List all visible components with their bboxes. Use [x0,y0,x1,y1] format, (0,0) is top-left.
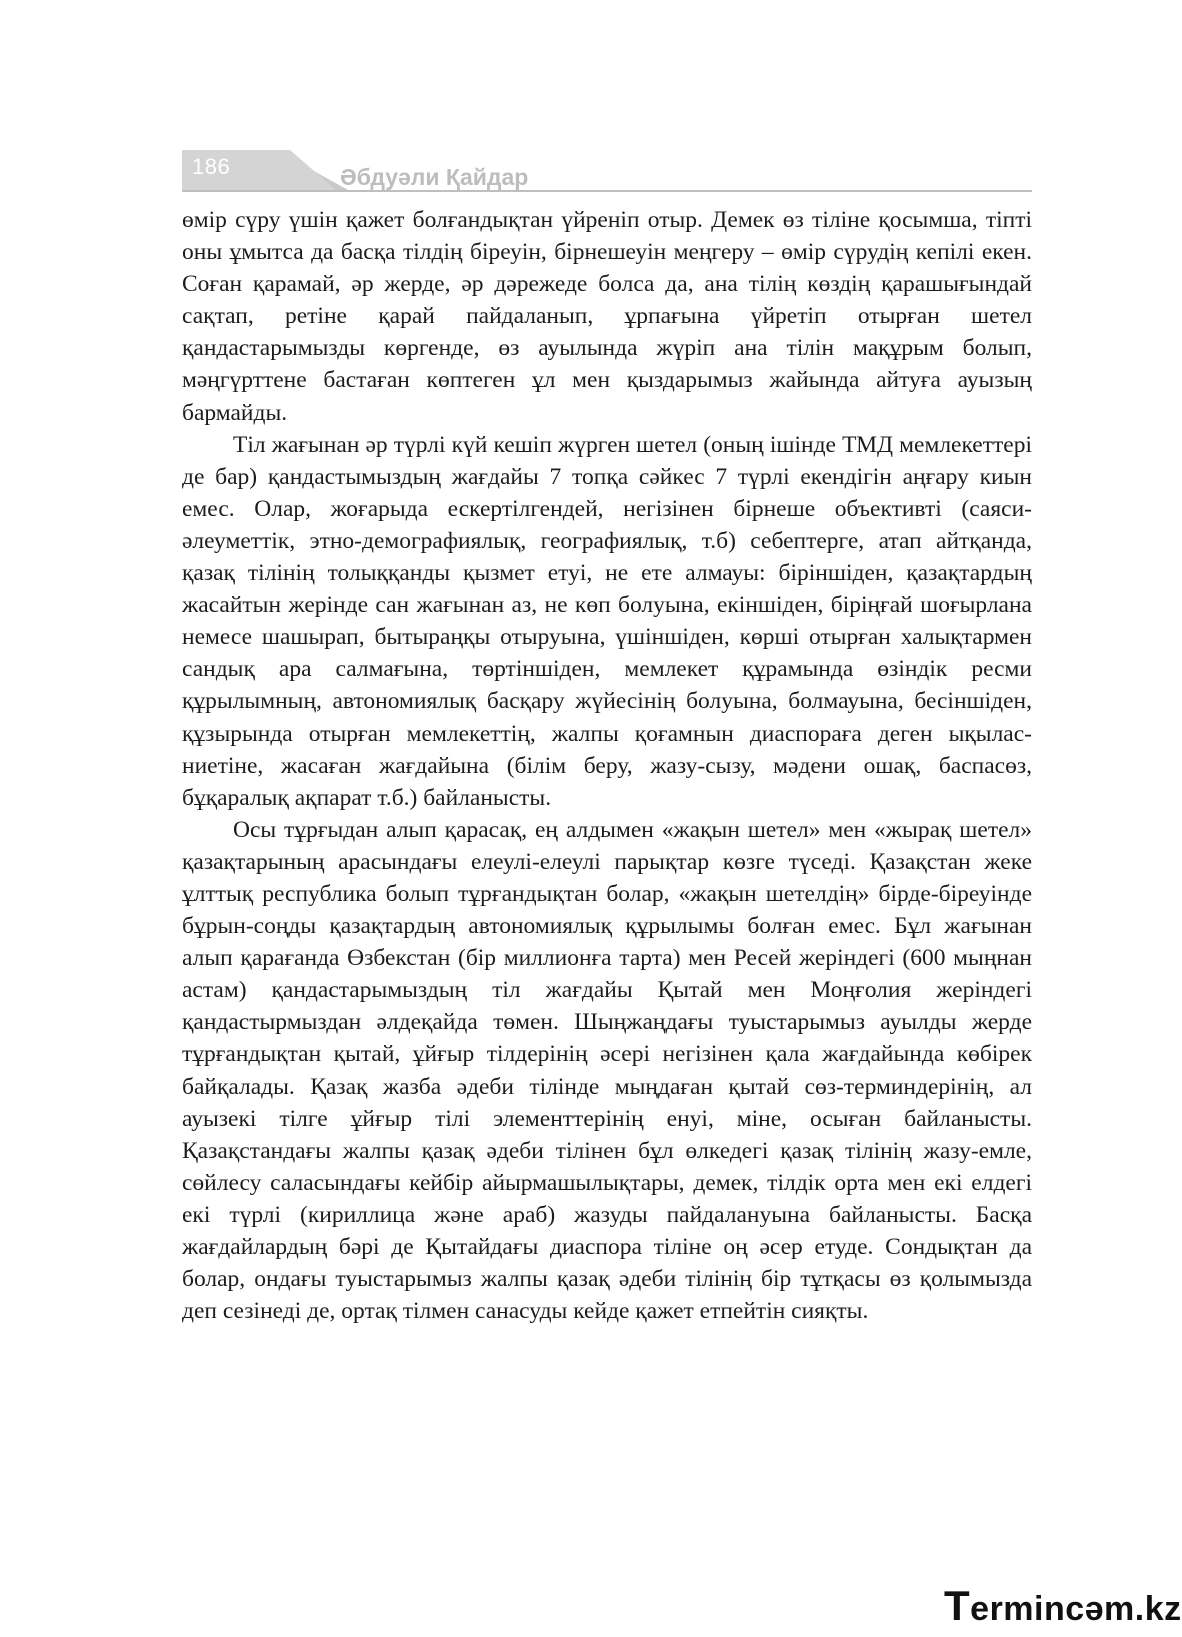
page-number: 186 [192,154,231,179]
author-name: Әбдуәли Қайдар [340,164,529,190]
watermark-text: ermincәm.kz [970,1590,1182,1628]
header-rule [182,190,1032,192]
body-text [182,204,1032,1327]
paragraph-1: өмір сүру үшін қажет болғандықтан үйреніп отыр. Демек өз тіліне қосымша, тіпті оны ұмытса да басқа тілдің біреуін, бірнешеуін меңгеру – өмір сүрудің кепілі екен. Соған қарамай, әр жерде, әр дәрежеде болса да, ана тілің көздің қарашығындай сақтап, ретіне қарай пайдаланып, ұрпағына үйретіп отырған шетел қандастарымызды көргенде, өз ауылында жүріп ана тілін мақұрым болып, мәңгүрттене бастаған көптеген ұл мен қыздарымыз жайында айтуға ауызың бармайды. [182,207,1032,426]
page-number-tab [182,150,276,190]
watermark-initial: T [944,1582,971,1629]
paragraph-3: Осы тұрғыдан алып қарасақ, ең алдымен «жақын шетел» мен «жырақ шетел» қазақтарының арасындағы елеулі-елеулі парықтар көзге түседі. Қазақстан жеке ұлттық республика болып тұрғандықтан болар, «жақын шетелдің» бірде-біреуінде бұрын-соңды қазақтардың автономиялық құрылымы болған емес. Бұл жағынан алып қарағанда Өзбекстан (бір миллионға тарта) мен Ресей жеріндегі (600 мыңнан астам) қандастарымыздың тіл жағдайы Қытай мен Моңғолия жеріндегі қандастырмыздан әлдеқайда төмен. Шыңжаңдағы туыстарымыз ауылды жерде тұрғандықтан қытай, ұйғыр тілдерінің әсері негізінен қала жағдайында көбірек байқалады. Қазақ жазба әдеби тілінде мыңдаған қытай сөз-терминдерінің, ал ауызекі тілге ұйғыр тілі элементтерінің енуі, міне, осыған байланысты. Қазақстандағы жалпы қазақ әдеби тілінен бұл өлкедегі қазақ тілінің жазу-емле, сөйлесу саласындағы кейбір айырмашылықтары, демек, тілдік орта мен екі елдегі екі түрлі (кириллица және араб) жазуды пайдалануына байланысты. Басқа жағдайлардың бәрі де Қытайдағы диаспора тіліне оң әсер етуде. Сондықтан да болар, ондағы туыстарымыз жалпы қазақ әдеби тілінің бір тұтқасы өз қолымызда деп сезінеді де, ортақ тілмен санасуды кейде қажет етпейтін сияқты. [182,816,1032,1325]
header-wedge-shape [276,150,348,192]
paragraph-2: Тіл жағынан әр түрлі күй кешіп жүрген шетел (оның ішінде ТМД мемлекеттері де бар) қандастымыздың жағдайы 7 топқа сәйкес 7 түрлі екендігін аңғару киын емес. Олар, жоғарыда ескертілгендей, негізінен бірнеше объективті (саяси-әлеуметтік, этно-демографиялық, географиялық, т.б) себептерге, атап айтқанда, қазақ тілінің толыққанды қызмет етуі, не ете алмауы: біріншіден, қазақтардың жасайтын жерінде сан жағынан аз, не көп болуына, екіншіден, біріңғай шоғырлана немесе шашырап, бытыраңқы отыруына, үшіншіден, көрші отырған халықтармен сандық ара салмағына, төртіншіден, мемлекет құрамында өзіндік ресми құрылымның, автономиялық басқару жүйесінің болуына, болмауына, бесіншіден, құзырында отырған мемлекеттің, жалпы қоғамнын диаспораға деген ықылас-ниетіне, жасаған жағдайына (білім беру, жазу-сызу, мәдени ошақ, баспасөз, бұқаралық ақпарат т.б.) байланысты. [182,431,1032,811]
running-header [182,150,1032,196]
site-watermark [944,1582,1182,1630]
